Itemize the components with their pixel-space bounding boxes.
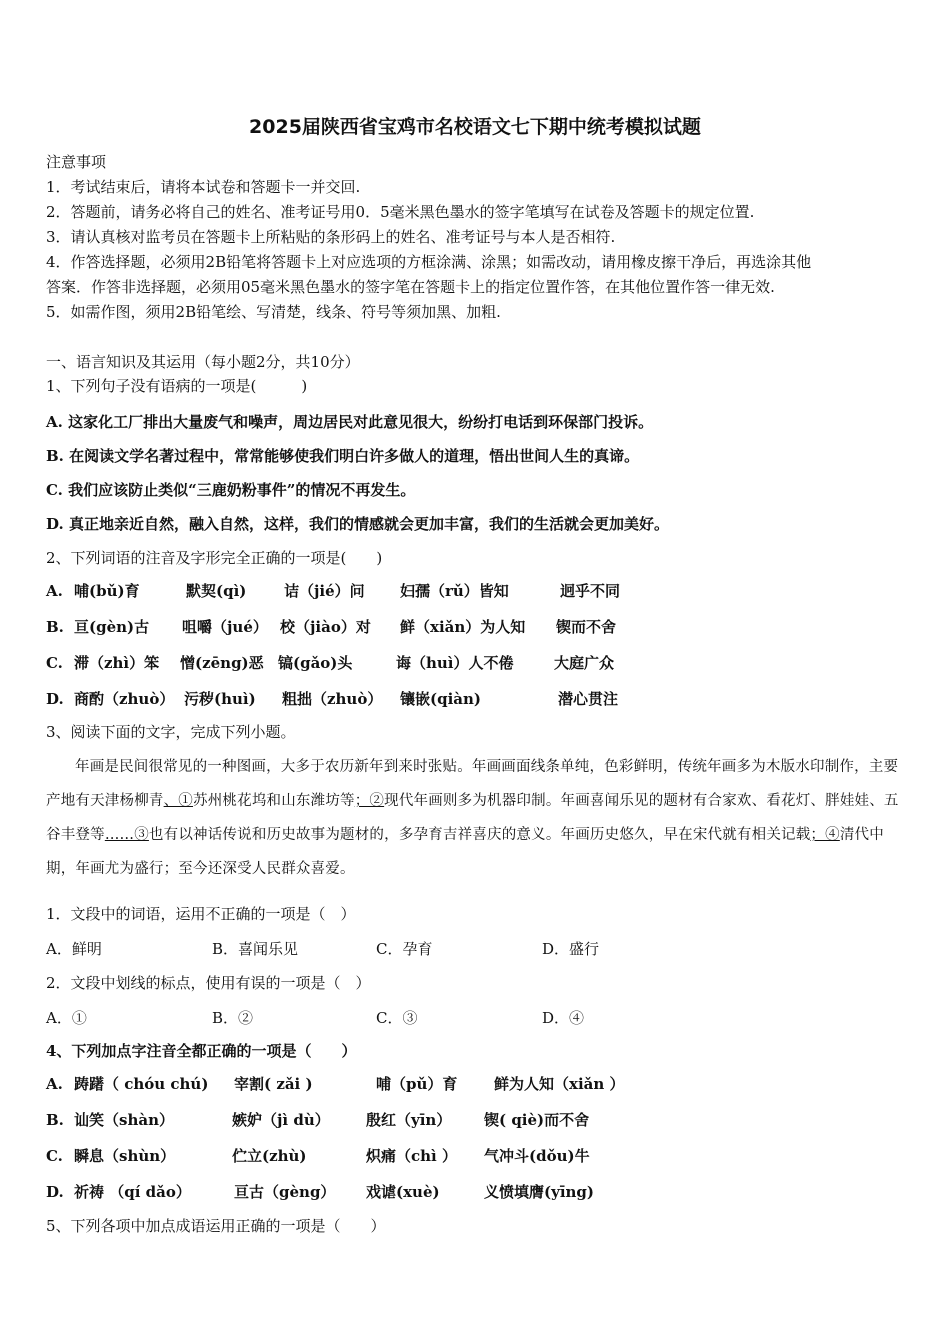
answer-option: C. 我们应该防止类似“三鹿奶粉事件”的情况不再发生。	[46, 481, 416, 499]
notice-item: 4．作答选择题，必须用2B铅笔将答题卡上对应选项的方框涂满、涂黑；如需改动，请用橡皮擦干净后，再选涂其他	[46, 253, 812, 271]
section-heading: 一、语言知识及其运用（每小题2分，共10分）	[46, 353, 360, 371]
notice-item: 5．如需作图，须用2B铅笔绘、写清楚，线条、符号等须加黑、加粗.	[46, 303, 501, 321]
answer-option: B．②	[212, 1009, 254, 1027]
answer-option: B. 在阅读文学名著过程中，常常能够使我们明白许多做人的道理，悟出世间人生的真谛。	[46, 447, 640, 465]
answer-option: A．鲜明	[46, 940, 102, 958]
notice-item: 3．请认真核对监考员在答题卡上所粘贴的条形码上的姓名、准考证号与本人是否相符.	[46, 228, 616, 246]
notice-item: 2．答题前，请务必将自己的姓名、准考证号用0．5毫米黑色墨水的签字笔填写在试卷及答题卡的规定位置.	[46, 203, 755, 221]
question-stem: 4、下列加点字注音全都正确的一项是（ ）	[46, 1042, 357, 1060]
underlined-mark: ；②	[354, 793, 385, 809]
question-stem: 2、下列词语的注音及字形完全正确的一项是( )	[46, 549, 383, 567]
answer-option: B．喜闻乐见	[212, 940, 299, 958]
page-title: 2025届陕西省宝鸡市名校语文七下期中统考模拟试题	[249, 116, 701, 138]
question-stem: 5、下列各项中加点成语运用正确的一项是（ ）	[46, 1217, 386, 1235]
sub-question-stem: 2．文段中划线的标点，使用有误的一项是（ ）	[46, 974, 371, 992]
answer-option: A．①	[46, 1009, 87, 1027]
underlined-mark: ……③	[104, 827, 149, 843]
reading-passage: 年画是民间很常见的一种图画，大多于农历新年到来时张贴。年画画面线条单纯，色彩鲜明，传统年画多为木版水印制作，主要产地有天津杨柳青、①苏州桃花坞和山东潍坊等；②现代年画则多为机器印制。年画喜闻乐见的题材有合家欢、看花灯、胖娃娃、五谷丰登等……③也有以神话传说和历史故事为题材的，多孕育吉祥喜庆的意义。年画历史悠久，早在宋代就有相关记载；④清代中期，年画尤为盛行；至今还深受人民群众喜爱。	[46, 759, 899, 877]
underlined-mark: 、①	[163, 793, 194, 809]
notice-item: 1．考试结束后，请将本试卷和答题卡一并交回.	[46, 178, 361, 196]
question-stem: 3、阅读下面的文字，完成下列小题。	[46, 723, 296, 741]
question-stem: 1、下列句子没有语病的一项是( )	[46, 377, 308, 395]
answer-option: C．③	[376, 1009, 418, 1027]
answer-option: A. 这家化工厂排出大量废气和噪声，周边居民对此意见很大，纷纷打电话到环保部门投诉。	[46, 413, 654, 431]
notice-item: 答案．作答非选择题，必须用05毫米黑色墨水的签字笔在答题卡上的指定位置作答，在其他位置作答一律无效.	[46, 278, 775, 296]
notice-heading: 注意事项	[46, 153, 107, 171]
exam-page: 2025届陕西省宝鸡市名校语文七下期中统考模拟试题 注意事项 1．考试结束后，请将本试卷和答题卡一并交回. 2．答题前，请务必将自己的姓名、准考证号用0．5毫米黑色墨水的签字笔填写在试卷及答题卡的规定位置. 3．请认真核对监考员在答题卡上所粘贴的条形码上的姓名、准考证号与本人是否相符. 4．作答选择题，必须用2B铅笔将答题卡上对应选项的方框涂满、涂黑；如需改动，请用橡皮擦干净后，再选涂其他 答案．作答非选择题，必须用05毫米黑色墨水的签字笔在答题卡上的指定位置作答，在其他位置作答一律无效. 5．如需作图，须用2B铅笔绘、写清楚，线条、符号等须加黑、加粗. 一、语言知识及其运用（每小题2分，共10分） 1、下列句子没有语病的一项是( ) A. 这家化工厂排出大量废气和噪声，周边居民对此意见很大，纷纷打电话到环保部门投诉。 B. 在阅读文学名著过程中，常常能够使我们明白许多做人的道理，悟出世间人生的真谛。 C. 我们应该防止类似“三鹿奶粉事件”的情况不再发生。 D. 真正地亲近自然，融入自然，这样，我们的情感就会更加丰富，我们的生活就会更加美好。 2、下列词语的注音及字形完全正确的一项是( ) A. 哺(bǔ)育 默契(qì) 诘（jié）问 妇孺（rǔ）皆知 迥乎不同 B. 亘(gèn)古 咀嚼（jué） 校（jiào）对 鲜（xiǎn）为人知 锲而不舍 C. 滞（zhì）笨 憎(zēng)恶 镐(gǎo)头 诲（huì）人不倦 大庭广众 D. 商酌（zhuò） 污秽(huì) 粗拙（zhuò） 镶嵌(qiàn) 潜心贯注 3、阅读下面的文字，完成下列小题。 年画是民间很常见的一种图画，大多于农历新年到来时张贴。年画画面线条单纯，色彩鲜明，传统年画多为木版水印制作，主要产地有天津杨柳青、①苏州桃花坞和山东潍坊等；②现代年画则多为机器印制。年画喜闻乐见的题材有合家欢、看花灯、胖娃娃、五谷丰登等……③也有以神话传说和历史故事为题材的，多孕育吉祥喜庆的意义。年画历史悠久，早在宋代就有相关记载；④清代中期，年画尤为盛行；至今还深受人民群众喜爱。 1．文段中的词语，运用不正确的一项是（ ） A．鲜明 B．喜闻乐见 C．孕育 D．盛行 2．文段中划线的标点，使用有误的一项是（ ） A．① B．② C．③ D．④ 4、下列加点字注音全都正确的一项是（ ） A. 踌躇（ chóu chú) 宰割( zǎi ) 哺（pǔ）育 鲜为人知（xiǎn ） B. 讪笑（shàn） 嫉妒（jì dù） 殷红（yīn） 锲( qiè)而不舍 C. 瞬息（shùn） 伫立(zhù) 炽痛（chì ） 气冲斗(dǒu)牛 D. 祈祷 （qí dǎo） 亘古（gèng） 戏谑(xuè) 义愤填膺(yīng) 5、下列各项中加点成语运用正确的一项是（ ）	[0, 0, 950, 1344]
answer-option: D．④	[542, 1009, 585, 1027]
underlined-mark: ；④	[810, 827, 840, 843]
answer-option: C．孕育	[376, 940, 433, 958]
answer-option: D．盛行	[542, 940, 600, 958]
answer-option: D. 真正地亲近自然，融入自然，这样，我们的情感就会更加丰富，我们的生活就会更加美好。	[46, 515, 669, 533]
sub-question-stem: 1．文段中的词语，运用不正确的一项是（ ）	[46, 905, 356, 923]
